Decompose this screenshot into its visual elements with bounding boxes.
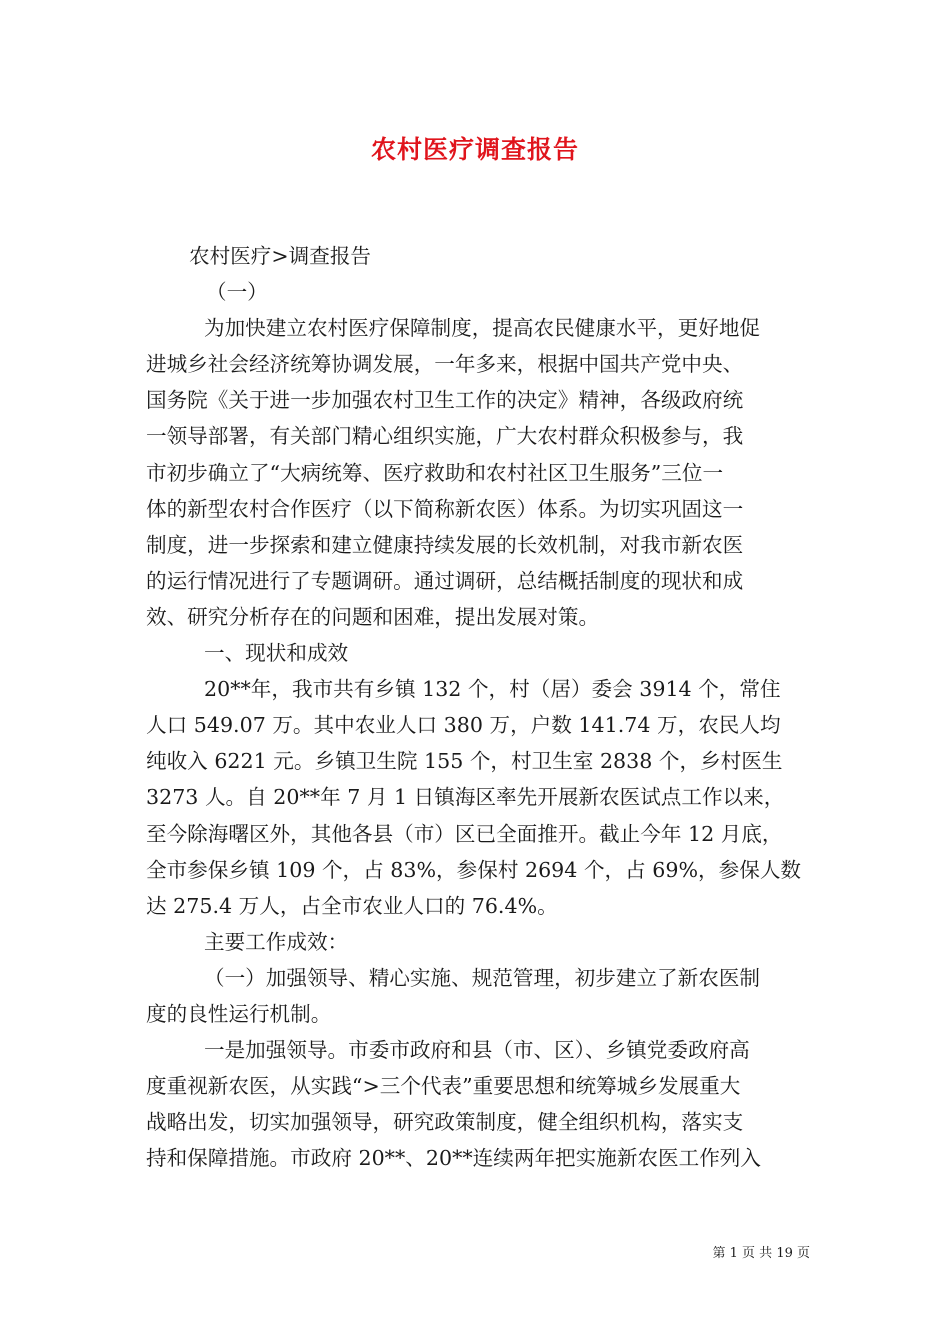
- document-title: 农村医疗调查报告: [370, 135, 579, 164]
- body-line: 达 275.4 万人，占全市农业人口的 76.4%。: [146, 893, 558, 918]
- body-line: 人口 549.07 万。其中农业人口 380 万，户数 141.74 万，农民人均: [146, 713, 781, 738]
- body-line: 市初步确立了“大病统筹、医疗救助和农村社区卫生服务”三位一: [146, 460, 724, 485]
- body-line: 效、研究分析存在的问题和困难，提出发展对策。: [146, 604, 600, 629]
- body-line: 进城乡社会经济统筹协调发展，一年多来，根据中国共产党中央、: [146, 352, 744, 377]
- body-line: 至今除海曙区外，其他各县（市）区已全面推开。截止今年 12 月底，: [146, 821, 783, 846]
- body-line: 制度，进一步探索和建立健康持续发展的长效机制，对我市新农医: [146, 532, 744, 557]
- document-body: [146, 238, 810, 1176]
- subsection-heading: 主要工作成效：: [204, 929, 349, 954]
- body-line: （一）加强领导、精心实施、规范管理，初步建立了新农医制: [204, 965, 761, 990]
- body-line: 度重视新农医，从实践“>三个代表”重要思想和统筹城乡发展重大: [146, 1074, 741, 1099]
- body-line: 的运行情况进行了专题调研。通过调研，总结概括制度的现状和成: [146, 568, 744, 593]
- section-heading: 一、现状和成效: [204, 641, 349, 666]
- body-line: 一是加强领导。市委市政府和县（市、区）、乡镇党委政府高: [204, 1038, 750, 1063]
- body-line: 为加快建立农村医疗保障制度，提高农民健康水平，更好地促: [204, 316, 761, 341]
- body-line: 一领导部署，有关部门精心组织实施，广大农村群众积极参与，我: [146, 424, 744, 449]
- body-line: 国务院《关于进一步加强农村卫生工作的决定》精神，各级政府统: [146, 388, 744, 413]
- body-line: （一）: [206, 280, 268, 305]
- body-line: 体的新型农村合作医疗（以下简称新农医）体系。为切实巩固这一: [146, 496, 744, 521]
- body-line: 农村医疗>调查报告: [189, 244, 372, 268]
- body-line: 持和保障措施。市政府 20**、20**连续两年把实施新农医工作列入: [146, 1146, 761, 1171]
- body-line: 纯收入 6221 元。乡镇卫生院 155 个，村卫生室 2838 个，乡村医生: [146, 749, 783, 774]
- body-line: 度的良性运行机制。: [146, 1001, 332, 1026]
- body-line: 20**年，我市共有乡镇 132 个，村（居）委会 3914 个，常住: [204, 677, 781, 702]
- body-line: 全市参保乡镇 109 个，占 83%，参保村 2694 个，占 69%，参保人数: [146, 857, 802, 882]
- body-line: 战略出发，切实加强领导，研究政策制度，健全组织机构，落实支: [146, 1110, 744, 1135]
- body-line: 3273 人。自 20**年 7 月 1 日镇海区率先开展新农医试点工作以来，: [146, 785, 785, 810]
- page-number: 第 1 页 共 19 页: [712, 1246, 810, 1261]
